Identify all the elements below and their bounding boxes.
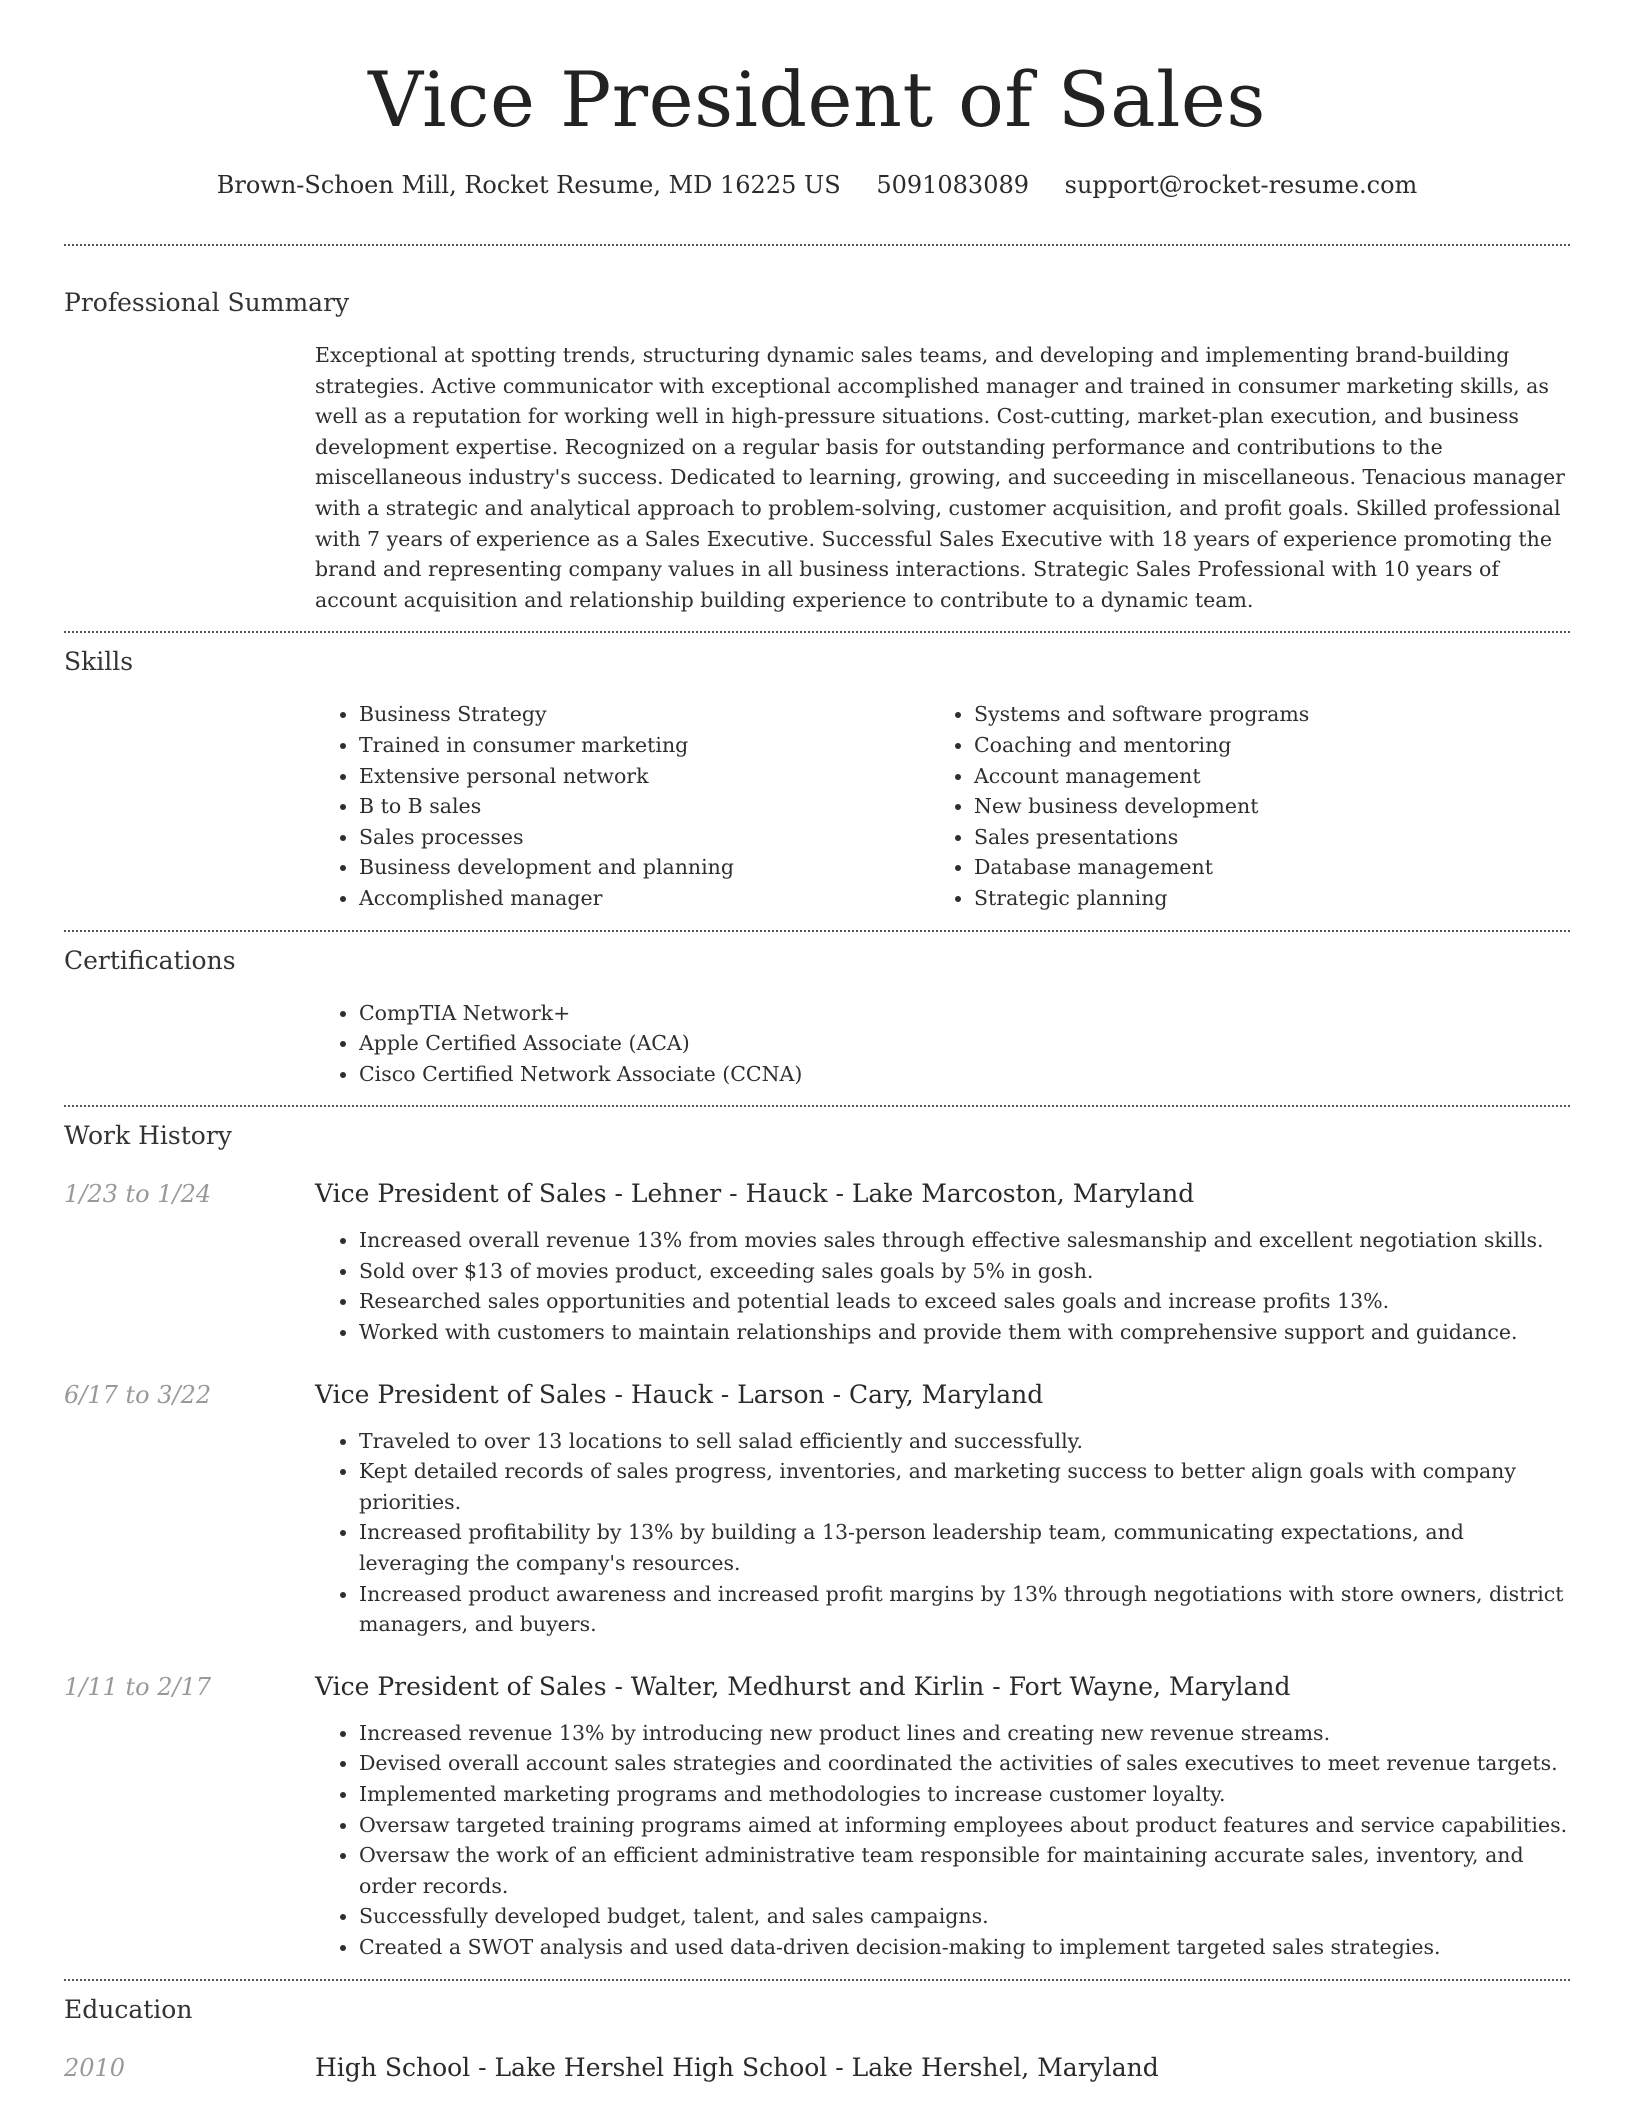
job-date: 1/11 to 2/17 xyxy=(64,1672,212,1701)
certifications-heading: Certifications xyxy=(64,945,236,975)
education-entry xyxy=(64,2051,1570,2085)
job-bullet: • Created a SWOT analysis and used data-driven decision-making to implement targeted sales strategies. xyxy=(359,1932,1570,1963)
education-section xyxy=(64,1981,1570,2085)
skill-item: • Coaching and mentoring xyxy=(974,730,1545,761)
skill-item: • New business development xyxy=(974,791,1545,822)
job-bullet: • Increased product awareness and increased profit margins by 13% through negotiations with store owners, district managers, and buyers. xyxy=(359,1579,1570,1640)
skill-item: • Business development and planning xyxy=(359,852,930,883)
skill-item: • Extensive personal network xyxy=(359,761,930,792)
work-history-heading: Work History xyxy=(64,1121,232,1151)
skills-section xyxy=(64,633,1570,913)
contact-address: Brown-Schoen Mill, Rocket Resume, MD 16225 US xyxy=(216,171,841,199)
job-bullet: • Traveled to over 13 locations to sell salad efficiently and successfully. xyxy=(359,1426,1570,1457)
job-bullet: • Successfully developed budget, talent, and sales campaigns. xyxy=(359,1901,1570,1932)
job-title: Vice President of Sales - Lehner - Hauck - Lake Marcoston, Maryland xyxy=(315,1179,1195,1209)
job-bullets xyxy=(315,1718,1570,1963)
certifications-section xyxy=(64,932,1570,1090)
certifications-list xyxy=(315,998,1570,1090)
skills-list-right xyxy=(930,699,1545,913)
job-bullet: • Worked with customers to maintain relationships and provide them with comprehensive support and guidance. xyxy=(359,1317,1570,1348)
job-date: 1/23 to 1/24 xyxy=(64,1180,212,1209)
job-title: Vice President of Sales - Walter, Medhurst and Kirlin - Fort Wayne, Maryland xyxy=(315,1671,1291,1701)
job-title: Vice President of Sales - Hauck - Larson - Cary, Maryland xyxy=(315,1379,1044,1409)
certification-item: • Cisco Certified Network Associate (CCNA) xyxy=(359,1059,1570,1090)
job-bullet: • Increased overall revenue 13% from movies sales through effective salesmanship and excellent negotiation skills. xyxy=(359,1225,1570,1256)
contact-line xyxy=(64,170,1570,200)
skill-item: • Database management xyxy=(974,852,1545,883)
contact-phone: 5091083089 xyxy=(876,171,1030,199)
job-bullet: • Implemented marketing programs and methodologies to increase customer loyalty. xyxy=(359,1779,1570,1810)
contact-email[interactable]: support@rocket-resume.com xyxy=(1064,171,1418,199)
skills-heading: Skills xyxy=(64,647,134,677)
skill-item: • Account management xyxy=(974,761,1545,792)
skills-list-left xyxy=(315,699,930,913)
job-bullets xyxy=(315,1426,1570,1640)
job-bullet: • Kept detailed records of sales progress, inventories, and marketing success to better align goals with company priorities. xyxy=(359,1456,1570,1517)
summary-text: Exceptional at spotting trends, structuring dynamic sales teams, and developing and implementing brand-building strategies. Active communicator with exceptional accomplished manager and trained in consumer marketing skills, as well as a reputation for working well in high-pressure situations. Cost-cutting, market-plan execution, and business development expertise. Recognized on a regular basis for outstanding performance and contributions to the miscellaneous industry's success. Dedicated to learning, growing, and succeeding in miscellaneous. Tenacious manager with a strategic and analytical approach to problem-solving, customer acquisition, and profit goals. Skilled professional with 7 years of experience as a Sales Executive. Successful Sales Executive with 18 years of experience promoting the brand and representing company values in all business interactions. Strategic Sales Professional with 10 years of account acquisition and relationship building experience to contribute to a dynamic team. xyxy=(315,343,1565,612)
skill-item: • Strategic planning xyxy=(974,883,1545,914)
job-bullet: • Oversaw the work of an efficient administrative team responsible for maintaining accurate sales, inventory, and order records. xyxy=(359,1840,1570,1901)
job-date: 6/17 to 3/22 xyxy=(64,1380,212,1409)
skill-item: • Sales processes xyxy=(359,822,930,853)
job-bullet: • Increased profitability by 13% by building a 13-person leadership team, communicating expectations, and leveraging the company's resources. xyxy=(359,1517,1570,1578)
skill-item: • Systems and software programs xyxy=(974,699,1545,730)
summary-heading: Professional Summary xyxy=(64,288,350,317)
education-heading: Education xyxy=(64,1994,193,2024)
skill-item: • B to B sales xyxy=(359,791,930,822)
skill-item: • Accomplished manager xyxy=(359,883,930,914)
job-bullet: • Oversaw targeted training programs aimed at informing employees about product features and service capabilities. xyxy=(359,1810,1570,1841)
resume-page xyxy=(64,0,1570,2085)
job-bullets xyxy=(315,1225,1570,1347)
job-entry xyxy=(64,1378,1570,1640)
certification-item: • CompTIA Network+ xyxy=(359,998,1570,1029)
job-entry xyxy=(64,1670,1570,1963)
certification-item: • Apple Certified Associate (ACA) xyxy=(359,1028,1570,1059)
resume-name: Vice President of Sales xyxy=(368,55,1266,144)
skill-item: • Business Strategy xyxy=(359,699,930,730)
summary-section xyxy=(64,246,1570,615)
work-history-section xyxy=(64,1107,1570,1962)
skill-item: • Sales presentations xyxy=(974,822,1545,853)
skill-item: • Trained in consumer marketing xyxy=(359,730,930,761)
education-title: High School - Lake Hershel High School - Lake Hershel, Maryland xyxy=(315,2052,1159,2082)
job-entry xyxy=(64,1177,1570,1347)
job-bullet: • Researched sales opportunities and potential leads to exceed sales goals and increase profits 13%. xyxy=(359,1286,1570,1317)
education-date: 2010 xyxy=(64,2053,126,2082)
job-bullet: • Devised overall account sales strategies and coordinated the activities of sales executives to meet revenue targets. xyxy=(359,1748,1570,1779)
job-bullet: • Sold over $13 of movies product, exceeding sales goals by 5% in gosh. xyxy=(359,1256,1570,1287)
job-bullet: • Increased revenue 13% by introducing new product lines and creating new revenue streams. xyxy=(359,1718,1570,1749)
